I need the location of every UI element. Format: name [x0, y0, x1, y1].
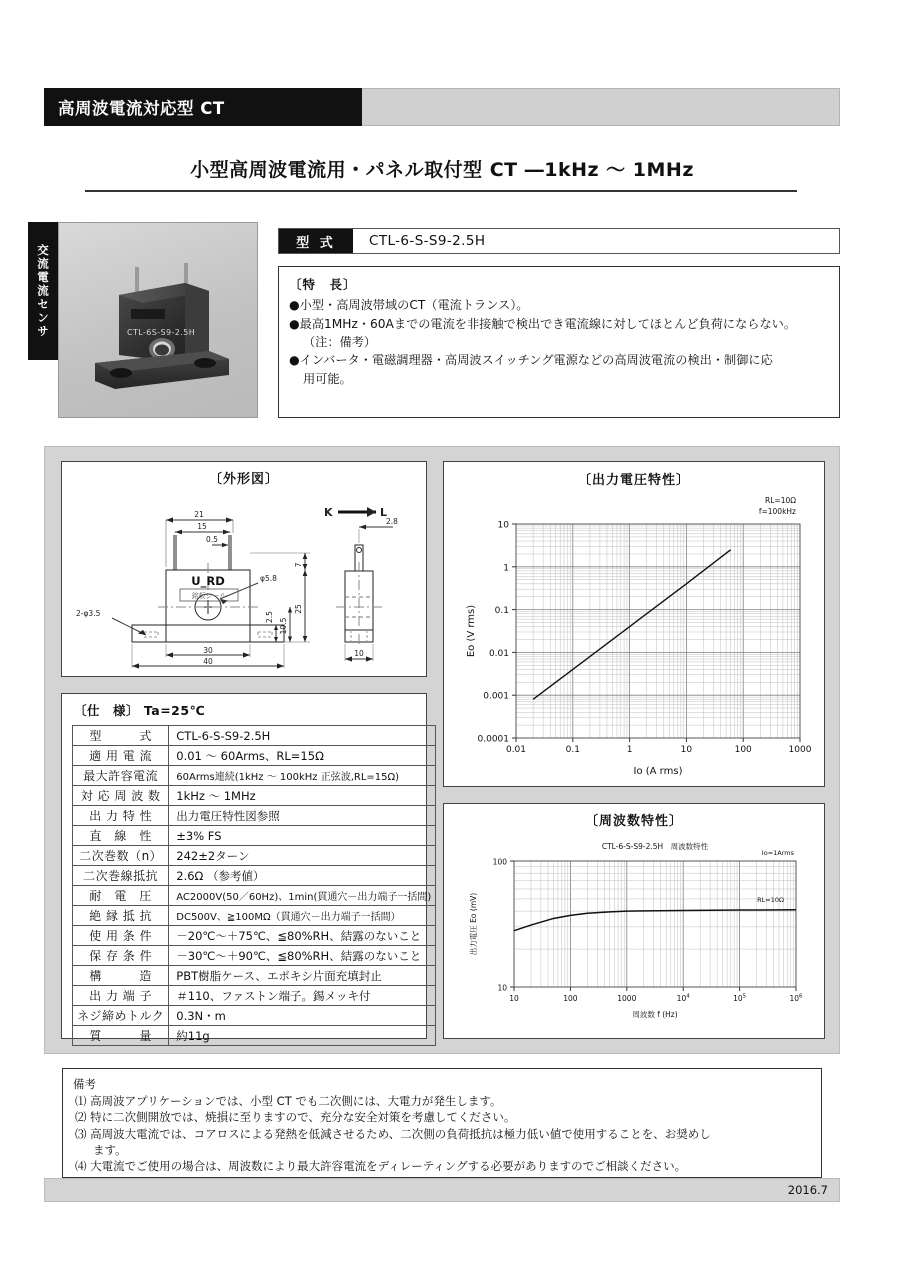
header-gray-fill — [362, 88, 840, 126]
spec-heading: 〔仕 様〕 Ta=25℃ — [74, 703, 206, 718]
y-axis-label: Eo (V rms) — [466, 604, 477, 658]
chart-subtitle: CTL-6-S-S9-2.5H 周波数特性 — [601, 842, 709, 851]
spec-value: 1kHz ～ 1MHz — [169, 786, 436, 806]
dim-30: 30 — [203, 646, 213, 655]
table-row — [73, 986, 436, 1006]
spec-key: 構 造 — [73, 966, 169, 986]
remarks-item-2: ⑵ 特に二次側開放では、焼損に至りますので、充分な安全対策を考慮してください。 — [75, 1110, 516, 1125]
dim-105: 10.5 — [279, 617, 288, 635]
spec-key: 直 線 性 — [73, 826, 169, 846]
spec-value: －30℃～＋90℃、≦80%RH、結露のないこと — [169, 946, 436, 966]
label-l: L — [380, 506, 388, 519]
remarks-heading: 備考 — [73, 1077, 96, 1091]
table-row — [73, 906, 436, 926]
outline-logo-plate — [180, 574, 238, 601]
table-row — [73, 726, 436, 746]
chart-annotation: Io=1Arms — [761, 849, 794, 857]
spec-key: 二次巻数（n） — [73, 846, 169, 866]
spec-key: 出 力 端 子 — [73, 986, 169, 1006]
svg-text:0.1: 0.1 — [494, 606, 509, 617]
table-row — [73, 786, 436, 806]
table-row — [73, 926, 436, 946]
footer-date: 2016.7 — [787, 1183, 828, 1197]
table-row — [73, 946, 436, 966]
svg-text:0.01: 0.01 — [505, 745, 527, 755]
spec-table — [72, 725, 436, 1046]
svg-text:100: 100 — [734, 745, 752, 755]
svg-text:10: 10 — [509, 994, 519, 1003]
page-title-text: 小型高周波電流用・パネル取付型 CT ―1kHz ～ 1MHz — [190, 159, 694, 181]
chart-annotation: RL=10Ω — [765, 496, 796, 505]
features-box — [278, 266, 840, 418]
outline-plate-label: 銘板シール — [191, 592, 227, 600]
main-panel — [44, 446, 840, 1054]
header-band — [44, 88, 840, 126]
category-banner-label: 高周波電流対応型 CT — [58, 99, 225, 118]
dim-25: 25 — [294, 604, 303, 614]
spec-value: PBT樹脂ケース、エポキシ片面充填封止 — [169, 966, 436, 986]
outline-drawing-svg — [62, 487, 424, 673]
spec-value: ±3% FS — [169, 826, 436, 846]
feature-item-1: ●小型・高周波帯域のCT（電流トランス）。 — [289, 298, 529, 312]
frequency-chart-title: 〔周波数特性〕 — [584, 814, 683, 829]
dim-05: 0.5 — [206, 535, 218, 544]
spec-key: 対 応 周 波 数 — [73, 786, 169, 806]
product-photo-illustration — [59, 223, 258, 418]
svg-text:0.1: 0.1 — [565, 745, 580, 755]
svg-text:104: $10^4$ — [676, 993, 690, 1003]
dim-mount-holes: 2-φ3.5 — [76, 609, 101, 618]
spec-key: ネジ締めトルク — [73, 1006, 169, 1026]
chart-annotation: RL=10Ω — [757, 896, 784, 904]
x-axis-label: 周波数 f (Hz) — [632, 1010, 678, 1019]
spec-key: 適 用 電 流 — [73, 746, 169, 766]
outline-drawing-title — [62, 462, 426, 487]
dim-7: 7 — [294, 562, 303, 568]
features-heading: 〔特 長〕 — [289, 277, 357, 292]
spec-value: －20℃～＋75℃、≦80%RH、結露のないこと — [169, 926, 436, 946]
side-tab-ac-current-sensor — [28, 222, 58, 360]
svg-text:106: $10^6$ — [789, 993, 803, 1003]
feature-note-1: （注：備考） — [303, 335, 377, 350]
table-row — [73, 806, 436, 826]
spec-key: 最大許容電流 — [73, 766, 169, 786]
side-tab-label: 交流電流センサ — [36, 243, 50, 339]
svg-text:1000: 1000 — [788, 745, 812, 755]
model-value: CTL-6-S-S9-2.5H — [369, 233, 486, 249]
output-voltage-chart-svg — [444, 488, 822, 784]
spec-key: 使 用 条 件 — [73, 926, 169, 946]
label-k: K — [324, 506, 333, 519]
spec-key: 出 力 特 性 — [73, 806, 169, 826]
dim-25b: 2.5 — [265, 611, 274, 623]
table-row — [73, 866, 436, 886]
svg-text:1: 1 — [626, 745, 633, 755]
spec-value: 出力電圧特性図参照 — [169, 806, 436, 826]
output-voltage-chart-box — [443, 461, 825, 787]
table-row — [73, 1026, 436, 1046]
svg-text:105: $10^5$ — [733, 993, 747, 1003]
table-row — [73, 766, 436, 786]
y-axis-label: 出力電圧 Eo (mV) — [469, 892, 478, 956]
frequency-chart-svg — [444, 829, 822, 1037]
title-divider — [85, 190, 797, 192]
output-voltage-chart-title: 〔出力電圧特性〕 — [577, 473, 690, 488]
spec-key: 保 存 条 件 — [73, 946, 169, 966]
table-row — [73, 846, 436, 866]
outline-drawing-box — [61, 461, 427, 677]
spec-table-body — [73, 726, 436, 1046]
remarks-item-4: ⑷ 大電流でご使用の場合は、周波数により最大許容電流をディレーティングする必要がありますのでご相談ください。 — [75, 1159, 687, 1174]
table-row — [73, 746, 436, 766]
spec-key: 耐 電 圧 — [73, 886, 169, 906]
model-row — [278, 228, 840, 254]
remarks-item-1: ⑴ 高周波アプリケーションでは、小型 CT でも二次側には、大電力が発生します。 — [75, 1094, 502, 1108]
svg-text:100: 100 — [492, 857, 507, 867]
dim-21: 21 — [194, 510, 204, 519]
svg-text:10: 10 — [680, 745, 693, 755]
dim-hole-dia: φ5.8 — [260, 574, 277, 583]
category-banner — [44, 88, 362, 126]
remarks-box — [62, 1068, 822, 1178]
remarks-item-3-continued: ます。 — [93, 1142, 127, 1157]
svg-text:0.001: 0.001 — [483, 691, 509, 702]
spec-value: CTL-6-S-S9-2.5H — [169, 726, 436, 746]
remarks-item-3: ⑶ 高周波大電流では、コアロスによる発熱を低減させるため、二次側の負荷抵抗は極力低い値で使用することを、お奨めし — [75, 1126, 711, 1141]
spec-key: 型 式 — [73, 726, 169, 746]
spec-value: ＃110、ファストン端子。錫メッキ付 — [169, 986, 436, 1006]
svg-text:1: 1 — [503, 563, 509, 574]
spec-value: DC500V、≧100MΩ（貫通穴－出力端子一括間） — [169, 906, 436, 926]
spec-value: 242±2ターン — [169, 846, 436, 866]
spec-key: 二次巻線抵抗 — [73, 866, 169, 886]
outline-logo-text: U_RD — [191, 574, 225, 588]
outline-drawing-title-text: 〔外形図〕 — [208, 472, 279, 487]
svg-text:100: 100 — [563, 994, 578, 1003]
spec-value: 60Arms連続(1kHz ～ 100kHz 正弦波,RL=15Ω) — [169, 766, 436, 786]
spec-key: 絶 縁 抵 抗 — [73, 906, 169, 926]
feature-item-3: ●インバータ・電磁調理器・高周波スイッチング電源などの高周波電流の検出・制御に応 — [289, 353, 773, 368]
specification-box — [61, 693, 432, 1043]
svg-text:0.0001: 0.0001 — [477, 734, 509, 745]
frequency-chart-box — [443, 803, 825, 1039]
dim-40: 40 — [203, 657, 213, 666]
feature-note-2: 用可能。 — [303, 371, 352, 386]
table-row — [73, 966, 436, 986]
svg-text:1000: 1000 — [617, 994, 637, 1003]
dim-28: 2.8 — [386, 517, 398, 526]
model-label: 型 式 — [279, 229, 353, 253]
spec-key: 質 量 — [73, 1026, 169, 1046]
dim-15: 15 — [197, 522, 207, 531]
svg-text:10: 10 — [497, 983, 507, 993]
table-row — [73, 886, 436, 906]
spec-value: 0.3N・m — [169, 1006, 436, 1026]
product-photo — [58, 222, 258, 418]
svg-text:CTL-6S-S9-2.5H: CTL-6S-S9-2.5H — [127, 328, 196, 337]
chart-annotation: f=100kHz — [758, 507, 796, 516]
svg-text:10: 10 — [497, 520, 509, 531]
spec-value: 約11g — [169, 1026, 436, 1046]
spec-value: 2.6Ω （参考値） — [169, 866, 436, 886]
x-axis-label: Io (A rms) — [633, 766, 683, 777]
spec-value: AC2000V(50／60Hz)、1min(貫通穴－出力端子一括間) — [169, 886, 436, 906]
dim-10: 10 — [354, 649, 364, 658]
page-title — [44, 155, 840, 182]
table-row — [73, 826, 436, 846]
svg-text:0.01: 0.01 — [488, 648, 509, 659]
table-row — [73, 1006, 436, 1026]
feature-item-2: ●最高1MHz・60Aまでの電流を非接触で検出でき電流線に対してほとんど負荷にならない。 — [289, 316, 797, 331]
spec-value: 0.01 ～ 60Arms、RL=15Ω — [169, 746, 436, 766]
